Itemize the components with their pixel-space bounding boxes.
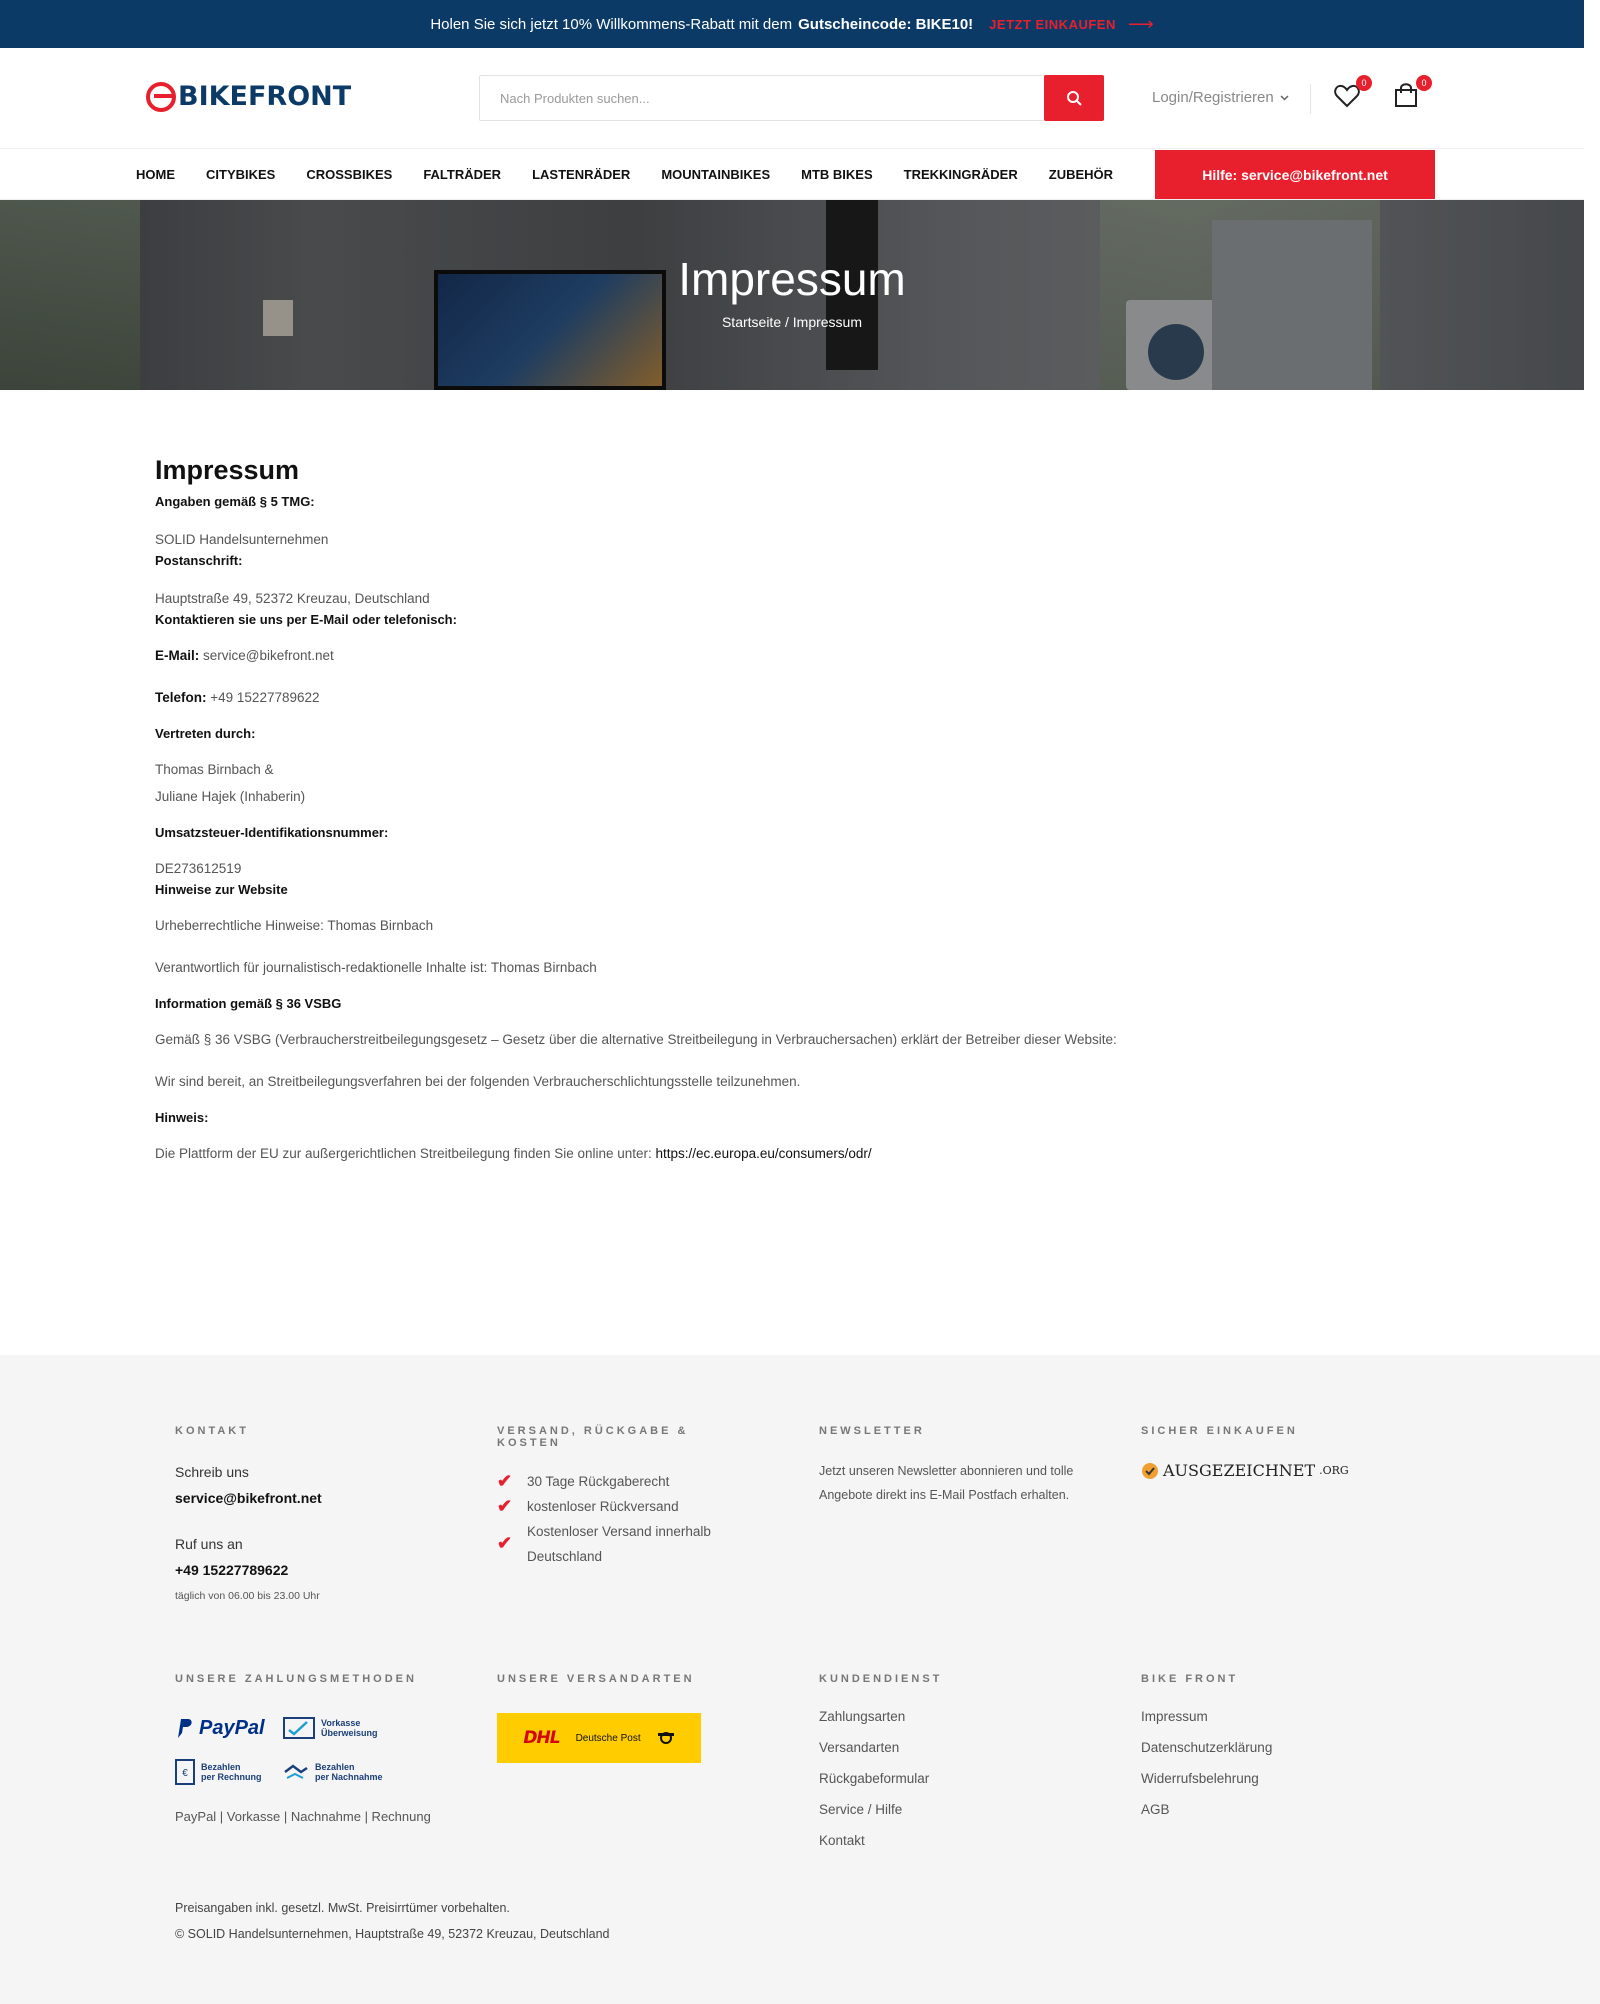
nachnahme-line: per Nachnahme <box>315 1772 383 1782</box>
site-header <box>0 48 1584 148</box>
footer-heading: BIKE FRONT <box>1141 1673 1239 1685</box>
footer-heading: KONTAKT <box>175 1425 249 1437</box>
copyright-note: Urheberrechtliche Hinweise: Thomas Birnbach <box>155 918 434 933</box>
paypal-label: PayPal <box>199 1716 265 1739</box>
cart-button[interactable] <box>1394 80 1428 114</box>
footer-email-link[interactable]: service@bikefront.net <box>175 1490 322 1506</box>
odr-line <box>155 1140 1255 1167</box>
ausgezeichnet-badge[interactable] <box>1141 1461 1401 1480</box>
post-horn-icon <box>657 1731 675 1745</box>
email-label: E-Mail: <box>155 648 200 663</box>
nav-item-mtb-bikes[interactable]: MTB BIKES <box>801 166 873 182</box>
nav-item-citybikes[interactable]: CITYBIKES <box>206 166 276 182</box>
payment-methods-list: PayPal | Vorkasse | Nachnahme | Rechnung <box>175 1809 431 1824</box>
representative: Thomas Birnbach & <box>155 762 274 777</box>
nav-item-home[interactable]: HOME <box>136 166 175 182</box>
newsletter-text: Jetzt unseren Newsletter abonnieren und tolle Angebote direkt ins E-Mail Postfach erhalten. <box>819 1464 1074 1502</box>
login-label: Login/Registrieren <box>1152 89 1274 106</box>
footer-link-zahlungsarten[interactable]: Zahlungsarten <box>819 1709 906 1724</box>
invoice-icon <box>175 1759 195 1785</box>
promo-code: Gutscheincode: BIKE10! <box>798 15 974 33</box>
benefit-item <box>497 1469 737 1494</box>
benefit-label: Kostenloser Versand innerhalb Deutschland <box>527 1524 711 1564</box>
footer-heading: NEWSLETTER <box>819 1425 925 1437</box>
vsbg-text: Gemäß § 36 VSBG (Verbraucherstreitbeilegungsgesetz – Gesetz über die alternative Streitbeilegung in Verbrauchersachen) erklärt der Betreiber dieser Website: <box>155 1032 1117 1047</box>
wishlist-count-badge: 0 <box>1356 75 1372 91</box>
footer-heading: VERSAND, RÜCKGABE & KOSTEN <box>497 1425 689 1449</box>
dhl-logo-text: DHL <box>523 1728 560 1748</box>
hours-text: täglich von 06.00 bis 23.00 Uhr <box>175 1590 320 1602</box>
search-button[interactable] <box>1044 75 1104 121</box>
footer-heading: KUNDENDIENST <box>819 1673 943 1685</box>
phone-value: +49 15227789622 <box>210 690 320 705</box>
call-us-label: Ruf uns an <box>175 1536 243 1552</box>
footer-kundendienst <box>819 1673 1079 1856</box>
promo-text: Holen Sie sich jetzt 10% Willkommens-Rabatt mit dem <box>430 15 793 33</box>
footer-versandarten <box>497 1673 757 1763</box>
responsible-note: Verantwortlich für journalistisch-redaktionelle Inhalte ist: Thomas Birnbach <box>155 960 597 975</box>
footer-heading: UNSERE VERSANDARTEN <box>497 1673 695 1685</box>
wishlist-button[interactable] <box>1334 80 1368 114</box>
nachnahme-label <box>315 1762 383 1782</box>
footer-link-widerruf[interactable]: Widerrufsbelehrung <box>1141 1771 1259 1786</box>
write-us-label: Schreib uns <box>175 1464 249 1480</box>
search-bar <box>479 75 1104 121</box>
representative: Juliane Hajek (Inhaberin) <box>155 789 306 804</box>
main-nav <box>0 148 1584 200</box>
footer-zahlung <box>175 1673 455 1824</box>
promo-bar <box>0 0 1584 48</box>
section-heading: Hinweis: <box>155 1110 209 1125</box>
section-heading: Postanschrift: <box>155 553 243 568</box>
nachnahme-logo <box>283 1757 393 1787</box>
vorkasse-label <box>321 1718 378 1738</box>
chevron-down-icon <box>1280 95 1289 101</box>
footer-link-impressum[interactable]: Impressum <box>1141 1709 1208 1724</box>
footer-legal <box>175 1895 975 1947</box>
nav-item-trekkingraeder[interactable]: TREKKINGRÄDER <box>903 166 1018 182</box>
logo-text: BIKEFRONT <box>178 81 352 112</box>
footer-heading: UNSERE ZAHLUNGSMETHODEN <box>175 1673 417 1685</box>
benefit-item <box>497 1494 737 1519</box>
page-title: Impressum <box>155 455 300 485</box>
section-heading: Vertreten durch: <box>155 726 256 741</box>
site-footer <box>0 1355 1600 2004</box>
svg-text:€: € <box>182 1768 188 1779</box>
section-heading: Hinweise zur Website <box>155 882 288 897</box>
price-note: Preisangaben inkl. gesetzl. MwSt. Preisirrtümer vorbehalten. <box>175 1901 510 1915</box>
search-icon <box>1066 90 1082 106</box>
benefit-label: kostenloser Rückversand <box>527 1499 679 1514</box>
footer-kontakt <box>175 1425 435 1602</box>
footer-phone-link[interactable]: +49 15227789622 <box>175 1562 289 1578</box>
footer-link-datenschutz[interactable]: Datenschutzerklärung <box>1141 1740 1273 1755</box>
section-heading: Umsatzsteuer-Identifikationsnummer: <box>155 825 389 840</box>
header-divider <box>1310 84 1311 114</box>
shop-now-link[interactable]: JETZT EINKAUFEN <box>989 16 1116 32</box>
arrow-right-icon: ⟶ <box>1127 13 1154 34</box>
site-logo[interactable] <box>146 81 351 112</box>
nav-item-zubehoer[interactable]: ZUBEHÖR <box>1048 166 1114 182</box>
seal-check-icon <box>1141 1462 1159 1480</box>
search-input[interactable] <box>480 76 1044 120</box>
help-email-button[interactable]: Hilfe: service@bikefront.net <box>1155 150 1435 199</box>
shopping-bag-icon <box>1394 82 1418 108</box>
checkmark-icon: ✔ <box>497 1533 513 1553</box>
postal-address: Hauptstraße 49, 52372 Kreuzau, Deutschland <box>155 591 430 606</box>
impressum-content <box>155 455 1255 1167</box>
footer-link-rueckgabeformular[interactable]: Rückgabeformular <box>819 1771 930 1786</box>
hero-title: Impressum <box>678 253 906 305</box>
dhl-deutsche-post-logo <box>497 1713 701 1763</box>
checkmark-icon: ✔ <box>497 1471 513 1491</box>
footer-versand <box>497 1425 737 1569</box>
nav-item-lastenraeder[interactable]: LASTENRÄDER <box>532 166 631 182</box>
section-heading: Kontaktieren sie uns per E-Mail oder telefonisch: <box>155 612 457 627</box>
paypal-logo <box>175 1713 283 1743</box>
email-value: service@bikefront.net <box>203 648 334 663</box>
nachnahme-line: Bezahlen <box>315 1762 355 1772</box>
rechnung-label <box>201 1762 262 1782</box>
section-heading: Information gemäß § 36 VSBG <box>155 996 342 1011</box>
rechnung-line: Bezahlen <box>201 1762 241 1772</box>
section-heading: Angaben gemäß § 5 TMG: <box>155 494 315 509</box>
badge-text: AUSGEZEICHNET <box>1163 1461 1316 1480</box>
login-register-link[interactable] <box>1152 89 1289 106</box>
footer-link-service-hilfe[interactable]: Service / Hilfe <box>819 1802 903 1817</box>
footer-link-versandarten[interactable]: Versandarten <box>819 1740 900 1755</box>
odr-text: Die Plattform der EU zur außergerichtlichen Streitbeilegung finden Sie online unter: <box>155 1146 652 1161</box>
cash-on-delivery-icon <box>283 1762 309 1782</box>
heart-icon <box>1334 84 1360 108</box>
company-name: SOLID Handelsunternehmen <box>155 532 329 547</box>
copyright-line: © SOLID Handelsunternehmen, Hauptstraße 49, 52372 Kreuzau, Deutschland <box>175 1927 610 1941</box>
phone-line <box>155 684 1255 711</box>
rechnung-logo <box>175 1757 283 1787</box>
footer-link-kontakt[interactable]: Kontakt <box>819 1833 865 1848</box>
footer-sicher <box>1141 1425 1401 1480</box>
checkmark-icon: ✔ <box>497 1496 513 1516</box>
rechnung-line: per Rechnung <box>201 1772 262 1782</box>
vsbg-text: Wir sind bereit, an Streitbeilegungsverfahren bei der folgenden Verbraucherschlichtungsstelle teilzunehmen. <box>155 1074 801 1089</box>
footer-newsletter <box>819 1425 1099 1507</box>
phone-label: Telefon: <box>155 690 207 705</box>
page-hero <box>0 200 1584 390</box>
nav-item-mountainbikes[interactable]: MOUNTAINBIKES <box>661 166 771 182</box>
cart-count-badge: 0 <box>1416 75 1432 91</box>
footer-heading: SICHER EINKAUFEN <box>1141 1425 1298 1437</box>
deutsche-post-text: Deutsche Post <box>575 1732 641 1744</box>
badge-suffix: .ORG <box>1319 1464 1349 1477</box>
logo-e-icon <box>146 82 176 112</box>
transfer-icon <box>283 1716 315 1740</box>
email-line <box>155 642 1255 669</box>
vorkasse-logo <box>283 1713 393 1743</box>
footer-bikefront <box>1141 1673 1401 1825</box>
nav-item-faltraeder[interactable]: FALTRÄDER <box>423 166 502 182</box>
footer-link-agb[interactable]: AGB <box>1141 1802 1170 1817</box>
nav-item-crossbikes[interactable]: CROSSBIKES <box>306 166 393 182</box>
paypal-icon <box>175 1717 193 1739</box>
benefit-item <box>497 1519 737 1569</box>
benefit-label: 30 Tage Rückgaberecht <box>527 1474 670 1489</box>
vorkasse-line: Vorkasse <box>321 1718 361 1728</box>
odr-link[interactable]: https://ec.europa.eu/consumers/odr/ <box>655 1146 872 1161</box>
breadcrumb: Startseite / Impressum <box>721 314 863 330</box>
vat-number: DE273612519 <box>155 861 242 876</box>
vorkasse-line: Überweisung <box>321 1728 378 1738</box>
